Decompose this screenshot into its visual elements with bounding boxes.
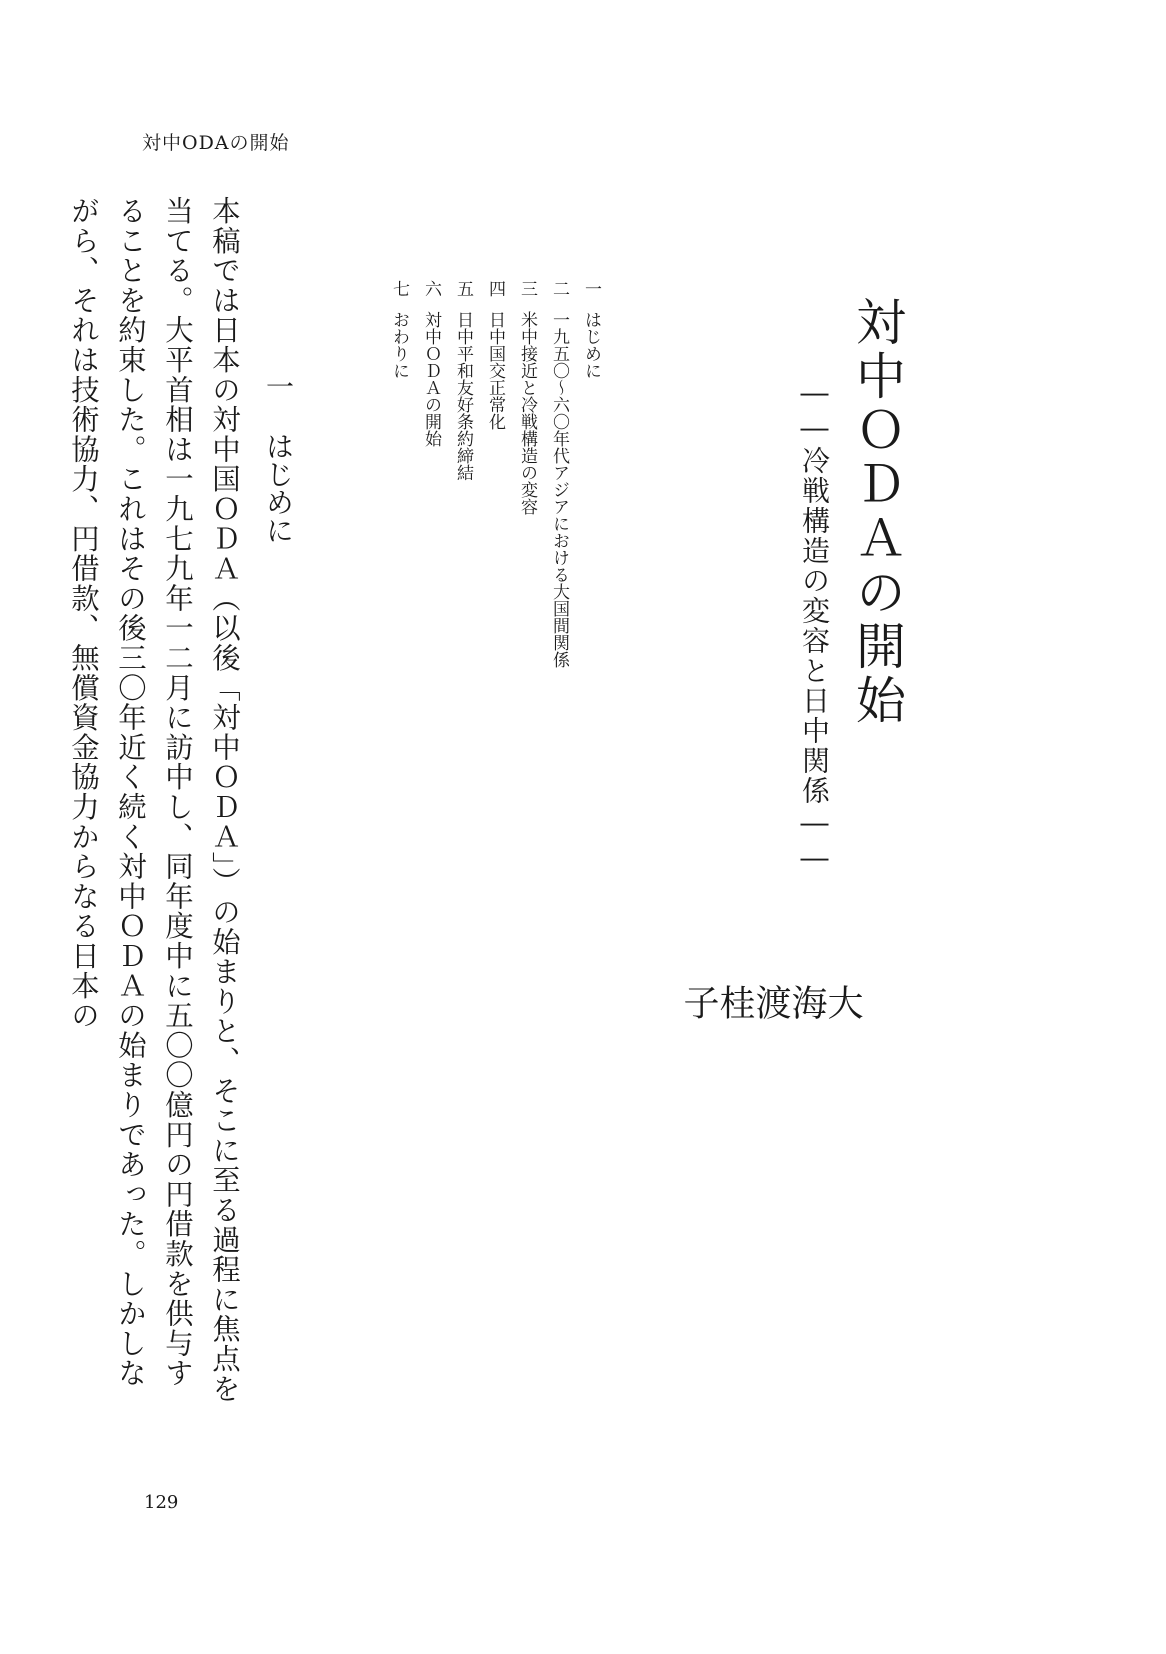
toc-item — [580, 280, 602, 740]
toc-item — [484, 280, 506, 740]
section-title: はじめに — [262, 432, 295, 544]
author-char: 子 — [678, 984, 719, 1020]
toc-item — [420, 280, 442, 740]
author-char: 海 — [786, 984, 827, 1020]
author-char: 桂 — [714, 984, 755, 1020]
toc-label: はじめに — [581, 311, 601, 379]
page-number: 129 — [144, 1492, 179, 1513]
toc-number: 四 — [485, 280, 505, 297]
toc-label: 一九五〇～六〇年代アジアにおける大国間関係 — [549, 311, 569, 668]
toc-item — [548, 280, 570, 740]
section-number: 一 — [262, 372, 295, 400]
toc-number: 二 — [549, 280, 569, 297]
toc-label: おわりに — [389, 311, 409, 379]
author-char: 渡 — [750, 984, 791, 1020]
toc-label: 米中接近と冷戦構造の変容 — [517, 311, 537, 515]
toc-label: 日中平和友好条約締結 — [453, 311, 473, 481]
toc-label: 対中ＯＤＡの開始 — [421, 311, 441, 447]
author-name — [678, 984, 863, 1086]
toc-number: 五 — [453, 280, 473, 297]
section-heading — [262, 372, 295, 544]
toc-number: 三 — [517, 280, 537, 297]
article-title: 対中ＯＤＡの開始 — [848, 296, 906, 728]
article-subtitle: ――冷戦構造の変容と日中関係―― — [798, 376, 831, 876]
toc-item — [388, 280, 410, 740]
toc-number: 七 — [389, 280, 409, 297]
body-paragraph: 本稿では日本の対中国ＯＤＡ（以後「対中ＯＤＡ」）の始まりと、そこに至る過程に焦点を当てる。大平首相は一九七九年一二月に訪中し、同年度中に五〇〇億円の円借款を供与することを約束した。これはその後三〇年近く続く対中ＯＤＡの始まりであった。しかしながら、それは技術協力、円借款、無償資金協力からなる日本の — [67, 196, 241, 1404]
toc-number: 一 — [581, 280, 601, 297]
toc-item — [516, 280, 538, 740]
toc-label: 日中国交正常化 — [485, 311, 505, 430]
table-of-contents — [388, 280, 602, 740]
toc-item — [452, 280, 474, 740]
author-char: 大 — [822, 984, 863, 1020]
running-header: 対中ODAの開始 — [142, 132, 290, 154]
toc-number: 六 — [421, 280, 441, 297]
